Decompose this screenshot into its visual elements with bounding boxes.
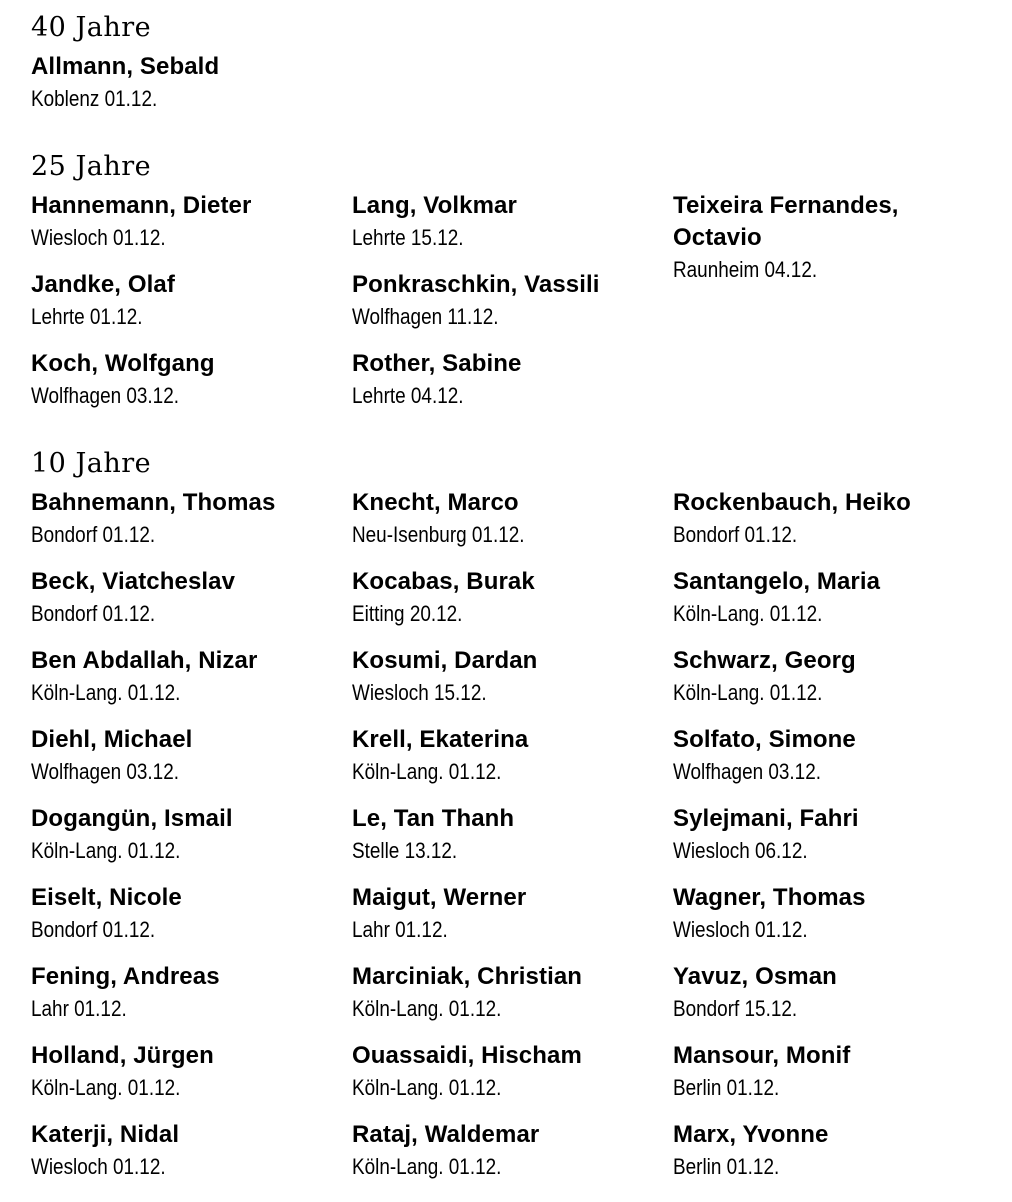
column-3 (673, 487, 973, 1198)
list-item (352, 348, 673, 427)
location-date: Lehrte 15.12. (352, 225, 464, 250)
list-item (673, 566, 973, 645)
list-item (352, 645, 673, 724)
list-item (673, 645, 973, 724)
entries-grid (31, 190, 973, 427)
person-name: Yavuz, Osman (673, 963, 837, 990)
person-name: Eiselt, Nicole (31, 884, 182, 911)
list-item (673, 961, 973, 1040)
column-3 (673, 51, 973, 130)
list-item (352, 1119, 673, 1198)
location-date: Lehrte 01.12. (31, 304, 143, 329)
list-item (31, 724, 352, 803)
person-name: Kocabas, Burak (352, 568, 535, 595)
person-name: Holland, Jürgen (31, 1042, 214, 1069)
column-1 (31, 51, 352, 130)
location-date: Köln-Lang. 01.12. (31, 680, 181, 705)
column-1 (31, 190, 352, 427)
list-item (673, 1119, 973, 1198)
location-date: Bondorf 01.12. (31, 917, 156, 942)
location-date: Eitting 20.12. (352, 601, 463, 626)
list-item (352, 803, 673, 882)
location-date: Bondorf 01.12. (31, 601, 156, 626)
location-date: Köln-Lang. 01.12. (31, 1075, 181, 1100)
location-date: Lahr 01.12. (352, 917, 448, 942)
location-date: Köln-Lang. 01.12. (352, 1154, 502, 1179)
person-name: Rataj, Waldemar (352, 1121, 540, 1148)
person-name: Rother, Sabine (352, 350, 522, 377)
location-date: Lehrte 04.12. (352, 383, 464, 408)
location-date: Wiesloch 06.12. (673, 838, 808, 863)
list-item (352, 724, 673, 803)
list-item (352, 566, 673, 645)
location-date: Köln-Lang. 01.12. (673, 601, 823, 626)
list-item (352, 190, 673, 269)
entries-grid (31, 487, 973, 1198)
person-name: Marx, Yvonne (673, 1121, 829, 1148)
location-date: Wiesloch 01.12. (31, 1154, 166, 1179)
person-name: Beck, Viatcheslav (31, 568, 236, 595)
person-name: Marciniak, Christian (352, 963, 583, 990)
person-name: Ponkraschkin, Vassili (352, 271, 600, 298)
location-date: Köln-Lang. 01.12. (31, 838, 181, 863)
person-name: Knecht, Marco (352, 489, 519, 516)
location-date: Wiesloch 01.12. (31, 225, 166, 250)
column-3 (673, 190, 973, 427)
list-item (31, 269, 352, 348)
location-date: Wiesloch 15.12. (352, 680, 487, 705)
location-date: Wolfhagen 03.12. (31, 383, 179, 408)
section-heading: 25 Jahre (31, 151, 152, 182)
location-date: Bondorf 15.12. (673, 996, 798, 1021)
list-item (31, 190, 352, 269)
list-item (673, 803, 973, 882)
column-1 (31, 487, 352, 1198)
location-date: Köln-Lang. 01.12. (352, 759, 502, 784)
location-date: Koblenz 01.12. (31, 86, 158, 111)
person-name: Krell, Ekaterina (352, 726, 529, 753)
list-item (31, 1119, 352, 1198)
list-item (31, 487, 352, 566)
person-name: Le, Tan Thanh (352, 805, 515, 832)
location-date: Köln-Lang. 01.12. (352, 996, 502, 1021)
location-date: Stelle 13.12. (352, 838, 458, 863)
person-name: Diehl, Michael (31, 726, 193, 753)
list-item (673, 487, 973, 566)
list-item (31, 1040, 352, 1119)
person-name: Ben Abdallah, Nizar (31, 647, 258, 674)
list-item (31, 803, 352, 882)
person-name: Sylejmani, Fahri (673, 805, 859, 832)
list-item (31, 882, 352, 961)
person-name: Bahnemann, Thomas (31, 489, 276, 516)
location-date: Wolfhagen 03.12. (673, 759, 821, 784)
person-name: Kosumi, Dardan (352, 647, 538, 674)
list-item (352, 1040, 673, 1119)
list-item (31, 348, 352, 427)
person-name: Teixeira Fernandes, Octavio (673, 192, 899, 251)
person-name: Rockenbauch, Heiko (673, 489, 911, 516)
list-item (673, 190, 973, 282)
list-item (673, 724, 973, 803)
person-name: Lang, Volkmar (352, 192, 517, 219)
section-heading: 40 Jahre (31, 12, 152, 43)
list-item (673, 1040, 973, 1119)
column-2 (352, 51, 673, 130)
person-name: Dogangün, Ismail (31, 805, 233, 832)
location-date: Bondorf 01.12. (31, 522, 156, 547)
list-item (352, 882, 673, 961)
location-date: Wolfhagen 11.12. (352, 304, 499, 329)
location-date: Köln-Lang. 01.12. (352, 1075, 502, 1100)
person-name: Wagner, Thomas (673, 884, 866, 911)
person-name: Schwarz, Georg (673, 647, 856, 674)
list-item (31, 51, 352, 130)
location-date: Wiesloch 01.12. (673, 917, 808, 942)
location-date: Neu-Isenburg 01.12. (352, 522, 525, 547)
person-name: Maigut, Werner (352, 884, 527, 911)
person-name: Koch, Wolfgang (31, 350, 215, 377)
list-item (31, 566, 352, 645)
section-10-years (31, 448, 973, 1198)
list-item (31, 961, 352, 1040)
entries-grid (31, 51, 973, 130)
person-name: Jandke, Olaf (31, 271, 175, 298)
location-date: Wolfhagen 03.12. (31, 759, 179, 784)
location-date: Köln-Lang. 01.12. (673, 680, 823, 705)
location-date: Raunheim 04.12. (673, 257, 818, 282)
list-item (352, 961, 673, 1040)
section-25-years (31, 151, 973, 427)
list-item (352, 269, 673, 348)
location-date: Bondorf 01.12. (673, 522, 798, 547)
person-name: Fening, Andreas (31, 963, 220, 990)
list-item (673, 882, 973, 961)
section-40-years (31, 12, 973, 130)
person-name: Allmann, Sebald (31, 53, 220, 80)
location-date: Berlin 01.12. (673, 1154, 780, 1179)
section-heading: 10 Jahre (31, 448, 152, 479)
person-name: Katerji, Nidal (31, 1121, 180, 1148)
person-name: Hannemann, Dieter (31, 192, 252, 219)
column-2 (352, 487, 673, 1198)
location-date: Lahr 01.12. (31, 996, 127, 1021)
person-name: Ouassaidi, Hischam (352, 1042, 582, 1069)
person-name: Mansour, Monif (673, 1042, 851, 1069)
person-name: Solfato, Simone (673, 726, 856, 753)
person-name: Santangelo, Maria (673, 568, 881, 595)
column-2 (352, 190, 673, 427)
list-item (31, 645, 352, 724)
list-item (352, 487, 673, 566)
location-date: Berlin 01.12. (673, 1075, 780, 1100)
